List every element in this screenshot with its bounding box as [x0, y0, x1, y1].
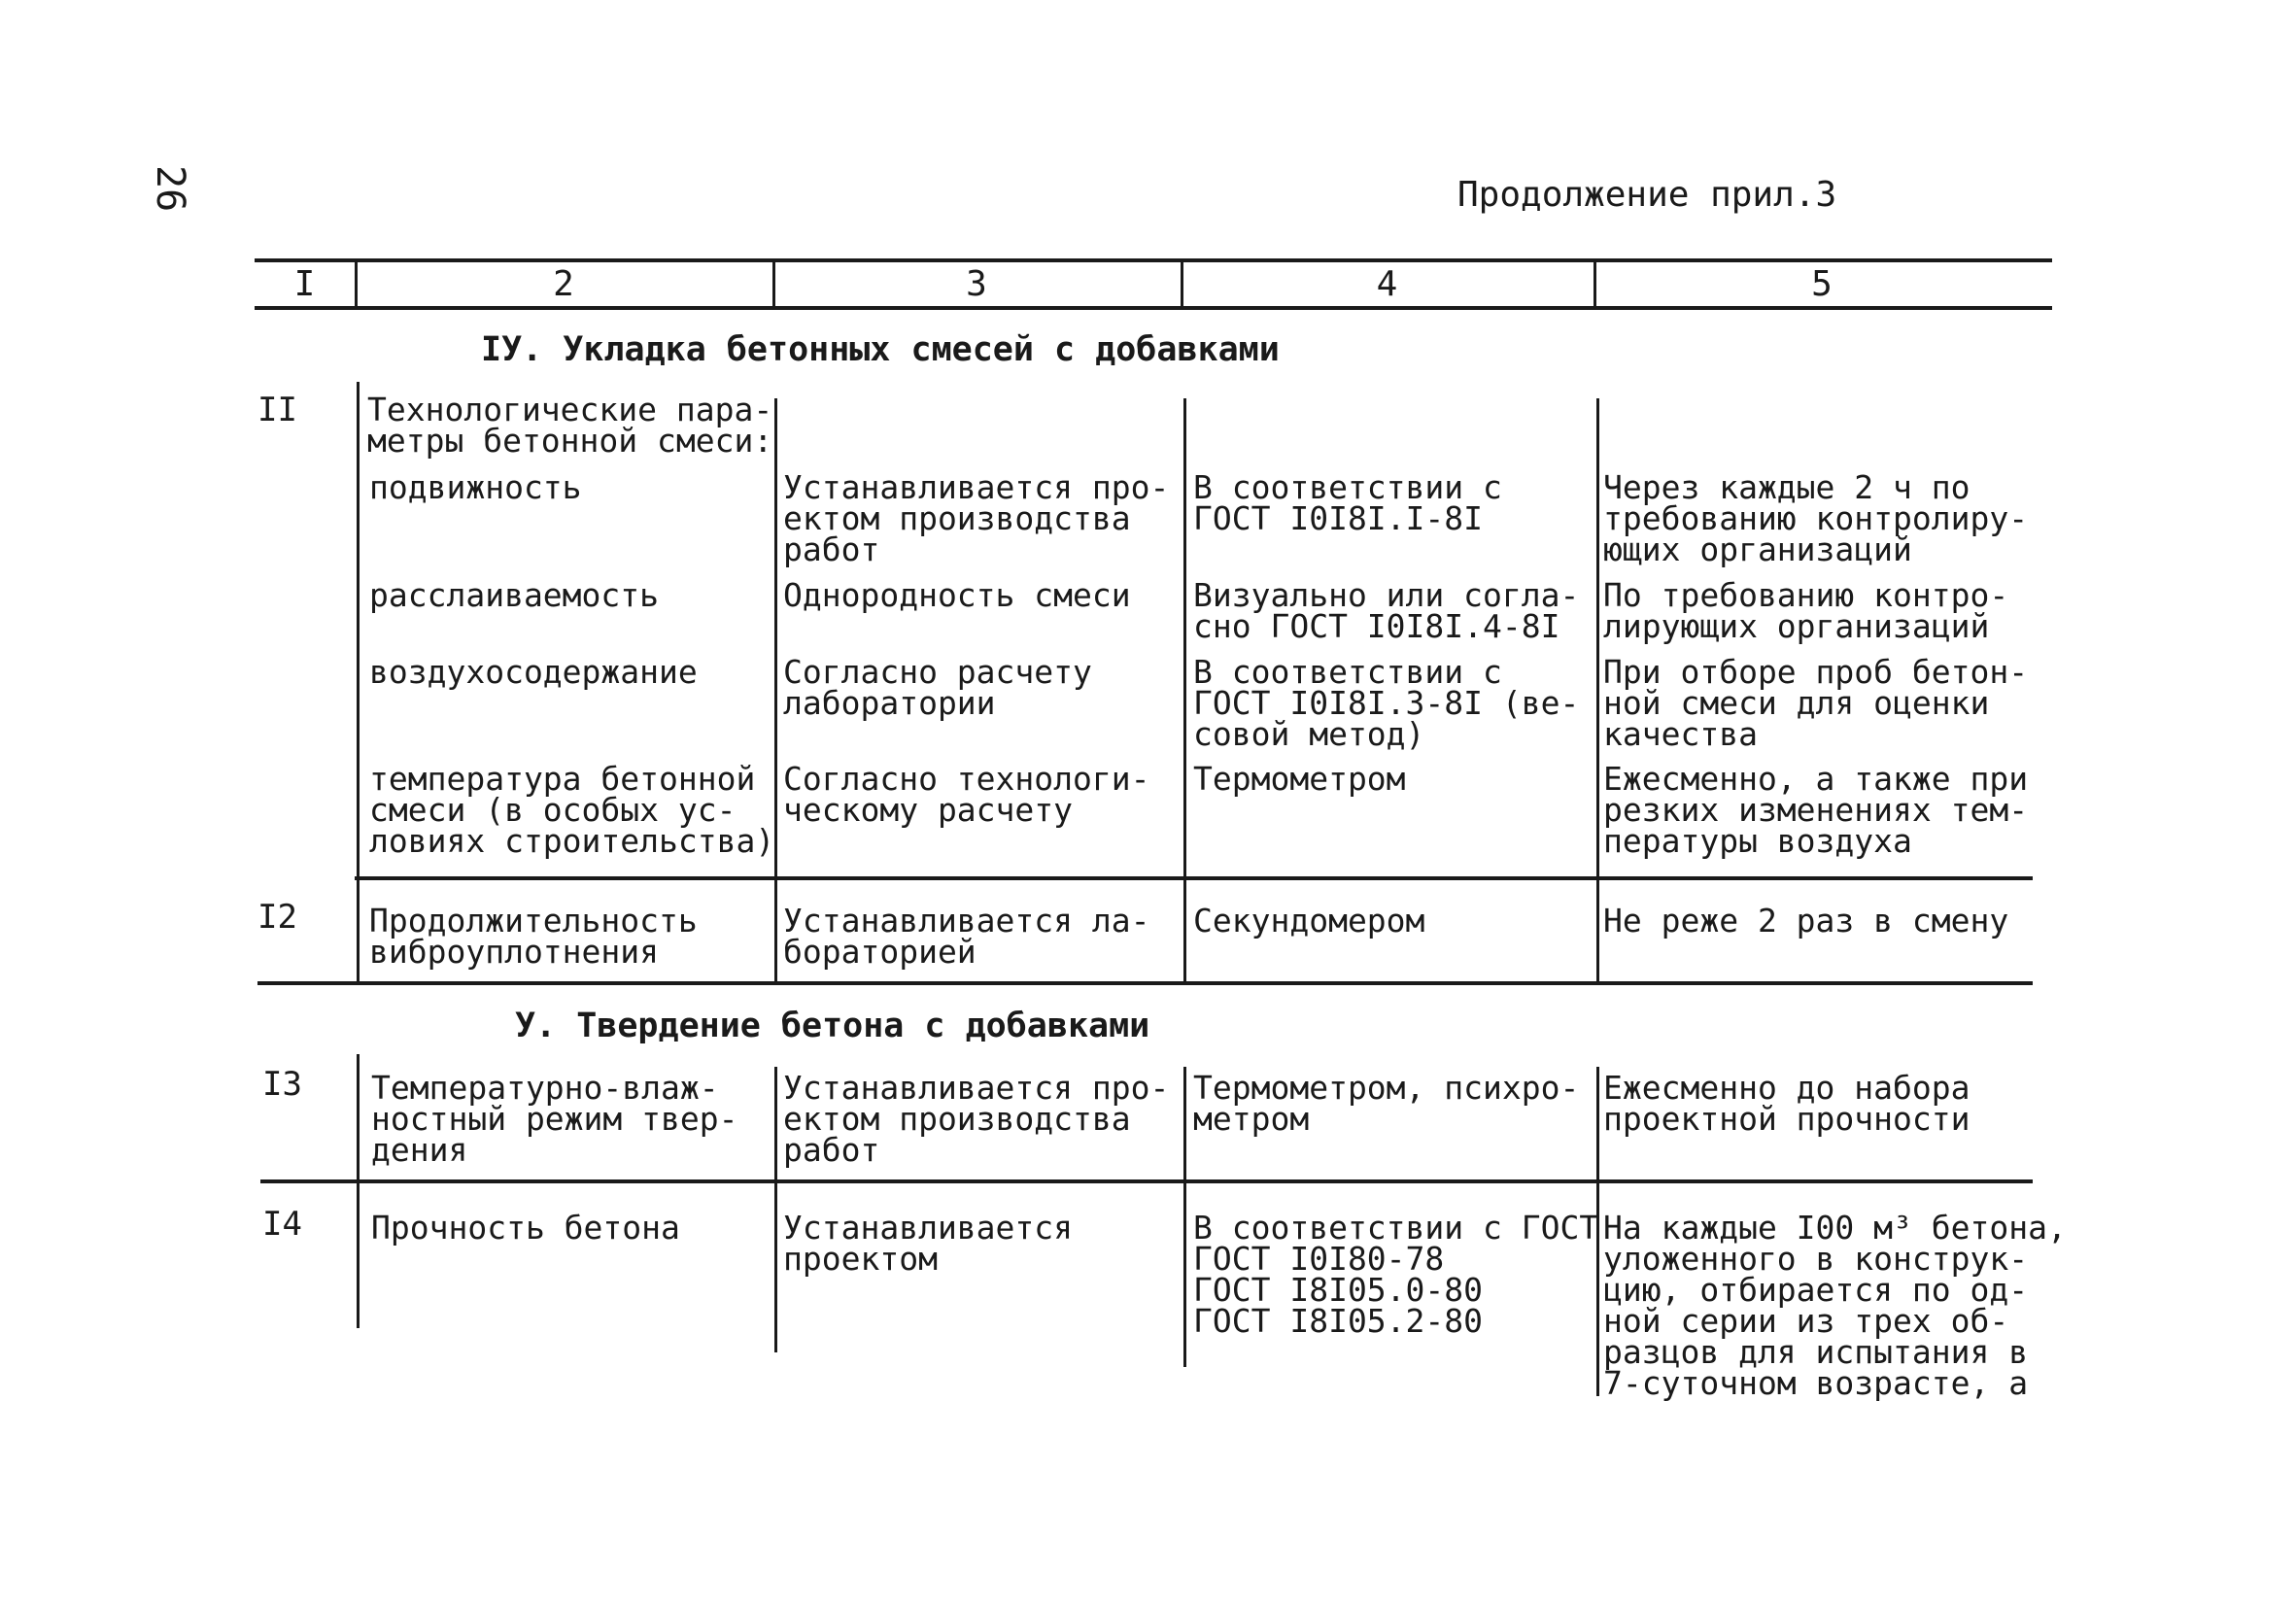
cell-method: Визуально или согла- сно ГОСТ I0I8I.4-8I: [1193, 576, 1580, 645]
col-divider: [774, 879, 777, 983]
cell-norm: Согласно расчету лаборатории: [783, 653, 1092, 722]
header-col-1: I: [293, 264, 316, 304]
row-number: I3: [262, 1065, 302, 1104]
cell-frequency: На каждые I00 м³ бетона, уложенного в конструк- цию, отбирается по од- ной серии из трех об- разцов для испытания в 7-суточном возрасте, а: [1603, 1209, 2067, 1402]
cell-norm: Однородность смеси: [783, 576, 1131, 614]
col-divider: [774, 1182, 777, 1352]
cell-norm: Устанавливается про- ектом производства работ: [783, 468, 1170, 568]
cell-method: Секундомером: [1193, 902, 1425, 940]
cell-frequency: При отборе проб бетон- ной смеси для оценки качества: [1603, 653, 2029, 753]
header-top-rule: [255, 258, 2052, 262]
continuation-label: Продолжение прил.3: [1457, 175, 1837, 215]
col-divider: [1596, 1067, 1599, 1182]
cell-frequency: Ежесменно, а также при резких изменениях тем- пературы воздуха: [1603, 760, 2029, 860]
cell-norm: Устанавливается ла- бораторией: [783, 902, 1150, 971]
col-divider: [1183, 1182, 1186, 1367]
cell-parameter: Температурно-влаж- ностный режим твер- дения: [371, 1069, 738, 1169]
param-name: расслаиваемость: [369, 576, 660, 614]
header-col-4: 4: [1376, 264, 1398, 304]
cell-parameter: Прочность бетона: [371, 1209, 680, 1247]
cell-norm: Устанавливается про- ектом производства работ: [783, 1069, 1170, 1169]
cell-method: В соответствии с ГОСТ I0I8I.I-8I: [1193, 468, 1502, 537]
cell-method: Термометром: [1193, 760, 1406, 798]
row-rule: [355, 876, 2033, 880]
col-divider: [1183, 1067, 1186, 1182]
col-divider: [774, 1067, 777, 1182]
col-divider: [1596, 398, 1599, 879]
cell-norm: Устанавливается проектом: [783, 1209, 1074, 1278]
col-divider: [1596, 879, 1599, 983]
header-col-5: 5: [1811, 264, 1833, 304]
param-name: воздухосодержание: [369, 653, 698, 691]
param-name: подвижность: [369, 468, 582, 506]
row-number: II: [257, 391, 297, 429]
cell-method: В соответствии с ГОСТ ГОСТ I0I80-78 ГОСТ I8I05.0-80 ГОСТ I8I05.2-80: [1193, 1209, 1599, 1340]
section-heading: У. Твердение бетона с добавками: [515, 1007, 1150, 1045]
col-divider: [357, 382, 360, 879]
col-divider: [1183, 879, 1186, 983]
row-rule: [260, 1179, 2033, 1183]
cell-method: В соответствии с ГОСТ I0I8I.3-8I (ве- совой метод): [1193, 653, 1580, 753]
header-bottom-rule: [255, 306, 2052, 310]
col-divider: [357, 1054, 360, 1182]
cell-frequency: Через каждые 2 ч по требованию контролиру- ющих организаций: [1603, 468, 2029, 568]
page-number: 26: [148, 165, 192, 213]
col-divider: [1183, 398, 1186, 879]
cell-frequency: Не реже 2 раз в смену: [1603, 902, 2009, 940]
header-col-3: 3: [966, 264, 987, 304]
row-number: I4: [262, 1205, 302, 1244]
col-divider: [774, 398, 777, 879]
param-name: температура бетонной смеси (в особых ус- ловиях строительства): [369, 760, 775, 860]
cell-norm: Согласно технологи- ческому расчету: [783, 760, 1150, 829]
row-number: I2: [257, 898, 297, 937]
cell-method: Термометром, психро- метром: [1193, 1069, 1580, 1138]
cell-frequency: По требованию контро- лирующих организаций: [1603, 576, 2009, 645]
row-title: Технологические пара- метры бетонной смеси:: [367, 391, 773, 460]
row-rule: [257, 981, 2033, 985]
header-col-2: 2: [553, 264, 574, 304]
col-divider: [357, 879, 360, 983]
col-divider: [357, 1182, 360, 1328]
section-heading: IУ. Укладка бетонных смесей с добавками: [481, 330, 1280, 369]
cell-frequency: Ежесменно до набора проектной прочности: [1603, 1069, 1970, 1138]
cell-parameter: Продолжительность виброуплотнения: [369, 902, 698, 971]
